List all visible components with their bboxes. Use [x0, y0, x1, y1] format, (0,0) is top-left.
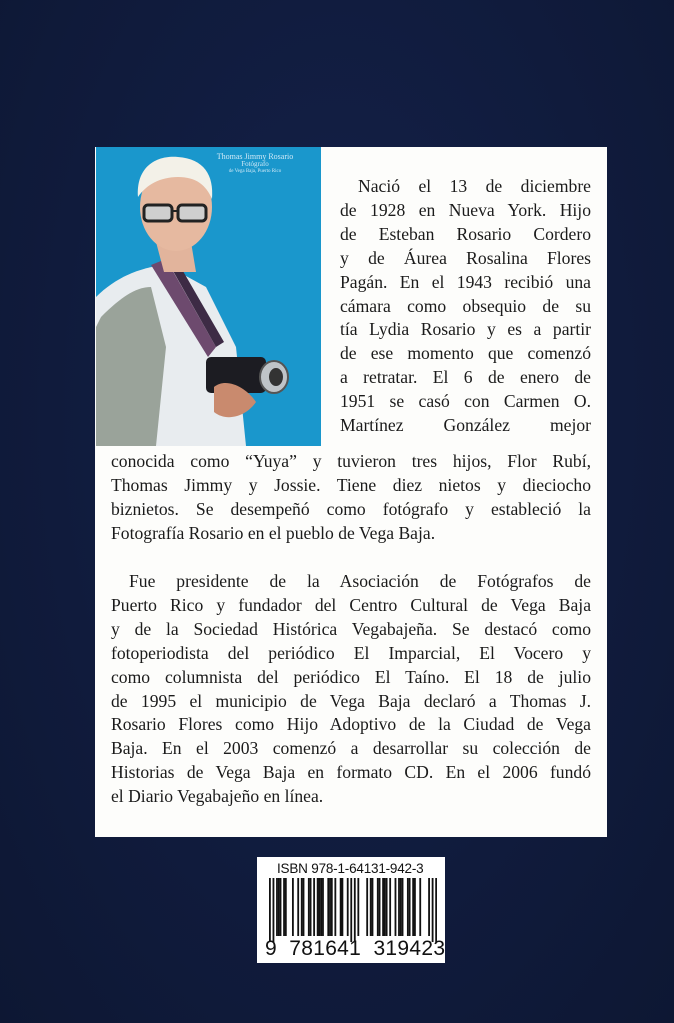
barcode-bar	[292, 878, 294, 936]
barcode-bar	[276, 878, 278, 936]
barcode-bar	[382, 878, 384, 936]
bio-line: y de la Sociedad Histórica Vegabajeña. Se destacó como	[111, 618, 591, 639]
bio-line: 1951 se casó con Carmen O.	[340, 391, 591, 412]
barcode-bar	[269, 878, 271, 942]
barcode-bar	[407, 878, 409, 936]
barcode-bar	[280, 878, 282, 936]
barcode-bar	[297, 878, 299, 936]
barcode-bar	[334, 878, 336, 936]
barcode-bar	[327, 878, 329, 936]
bio-line: Thomas Jimmy y Jossie. Tiene diez nietos y dieciocho	[111, 474, 591, 495]
bio-line: biznietos. Se desempeñó como fotógrafo y estableció la	[111, 498, 591, 519]
barcode-bar	[386, 878, 388, 936]
barcode-icon	[269, 878, 437, 942]
barcode-bar	[313, 878, 315, 936]
bio-line: Rosario Flores como Hijo Adoptivo de la Ciudad de Vega	[111, 714, 591, 735]
barcode-bar	[331, 878, 333, 936]
bio-line: Fue presidente de la Asociación de Fotógrafos de	[129, 571, 591, 591]
barcode-bar	[320, 878, 322, 936]
barcode-digits-left: 781641	[289, 937, 362, 960]
author-portrait-illustration	[96, 147, 321, 446]
barcode-bar	[317, 878, 319, 936]
bio-line: tía Lydia Rosario y es a partir	[340, 319, 591, 340]
photo-caption	[195, 153, 315, 174]
barcode-bar	[303, 878, 305, 936]
bio-line: Nació el 13 de diciembre	[358, 176, 591, 196]
bio-line: cámara como obsequio de su	[340, 295, 591, 316]
barcode-bar	[357, 878, 359, 936]
biography-paragraph-2	[111, 570, 591, 809]
barcode-bar	[340, 878, 342, 936]
barcode-digits-right: 319423	[373, 937, 446, 960]
barcode-bar	[379, 878, 381, 936]
barcode-bar	[395, 878, 397, 936]
barcode-bar	[342, 878, 344, 936]
bio-line: a retratar. El 6 de enero de	[340, 367, 591, 388]
isbn-label: ISBN 978-1-64131-942-3	[277, 861, 424, 876]
isbn-barcode	[257, 857, 445, 963]
barcode-bar	[319, 878, 321, 936]
barcode-bar	[435, 878, 437, 942]
barcode-bar	[428, 878, 430, 936]
barcode-bar	[398, 878, 400, 936]
barcode-bar	[366, 878, 368, 936]
barcode-bar	[301, 878, 303, 936]
barcode-bar	[377, 878, 379, 936]
author-photo	[96, 147, 321, 446]
biography-paragraph-1	[111, 450, 591, 546]
bio-line: Fotografía Rosario en el pueblo de Vega Baja.	[111, 522, 436, 543]
bio-line: como columnista del periódico El Taíno. El 18 de julio	[111, 666, 591, 687]
barcode-bar	[370, 878, 372, 936]
bio-line: y de Áurea Rosalina Flores	[340, 247, 591, 268]
photo-caption-title: Fotógrafo	[241, 160, 269, 169]
barcode-bar	[409, 878, 411, 936]
barcode-bar	[402, 878, 404, 936]
bio-line: Pagán. En el 1943 recibió una	[340, 271, 591, 292]
barcode-digit-first: 9	[265, 937, 277, 960]
bio-line: Martínez González mejor	[340, 415, 591, 436]
barcode-bar	[278, 878, 280, 936]
barcode-bar	[372, 878, 374, 936]
bio-line: conocida como “Yuya” y tuvieron tres hijos, Flor Rubí,	[111, 451, 591, 471]
bio-line: de 1928 en Nueva York. Hijo	[340, 199, 591, 220]
bio-line: fotoperiodista del periódico El Imparcial, El Vocero y	[111, 642, 591, 663]
barcode-bar	[285, 878, 287, 936]
barcode-bar	[419, 878, 421, 936]
barcode-bar	[400, 878, 402, 936]
bio-line: de Esteban Rosario Cordero	[340, 223, 591, 244]
biography-wrapped-text	[340, 175, 591, 438]
barcode-bar	[310, 878, 312, 936]
barcode-bar	[354, 878, 356, 942]
barcode-bar	[322, 878, 324, 936]
photo-caption-place: de Vega Baja, Puerto Rico	[228, 168, 282, 174]
barcode-bar	[329, 878, 331, 936]
barcode-bar	[389, 878, 391, 936]
bio-line: Baja. En el 2003 comenzó a desarrollar su colección de	[111, 738, 591, 759]
bio-line: Historias de Vega Baja en formato CD. En el 2006 fundó	[111, 762, 591, 783]
barcode-bar	[384, 878, 386, 936]
photo-caption-name: Thomas Jimmy Rosario	[216, 152, 294, 161]
barcode-bar	[432, 878, 434, 942]
bio-line: el Diario Vegabajeño en línea.	[111, 786, 324, 807]
bio-line: de 1995 el municipio de Vega Baja declaró a Thomas J.	[111, 690, 591, 711]
barcode-bar	[414, 878, 416, 936]
bio-line: Puerto Rico y fundador del Centro Cultural de Vega Baja	[111, 594, 591, 615]
barcode-digits	[265, 937, 445, 961]
barcode-bar	[283, 878, 285, 936]
barcode-bar	[347, 878, 349, 936]
bio-line: de ese momento que comenzó	[340, 343, 591, 364]
barcode-bar	[412, 878, 414, 936]
barcode-bar	[350, 878, 352, 942]
barcode-bar	[273, 878, 275, 942]
barcode-bar	[308, 878, 310, 936]
